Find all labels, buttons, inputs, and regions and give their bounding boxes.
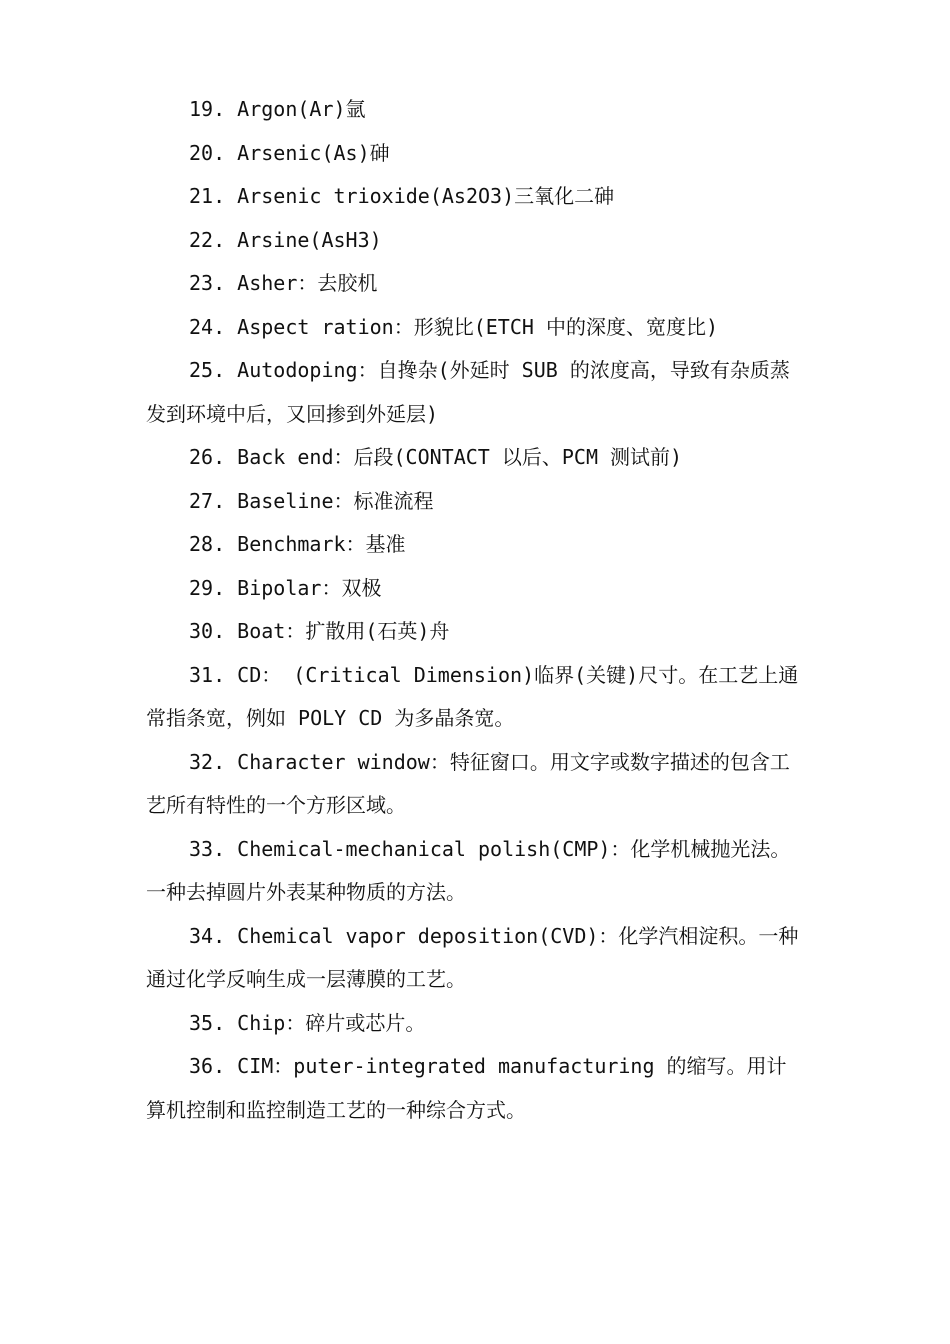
glossary-entry-23: 23. Asher：去胶机 — [189, 271, 378, 295]
glossary-entry-35: 35. Chip：碎片或芯片。 — [189, 1010, 426, 1035]
glossary-entry-20: 20. Arsenic(As)砷 — [189, 140, 390, 165]
glossary-entry-29: 29. Bipolar：双极 — [189, 575, 382, 600]
glossary-entry-31: 31. CD： (Critical Dimension)临界(关键)尺寸。在工艺上通常指条宽，例如 POLY CD 为多晶条宽。 — [146, 662, 799, 730]
glossary-entry-27: 27. Baseline：标准流程 — [189, 488, 434, 513]
glossary-list — [146, 88, 806, 1132]
glossary-entry-28: 28. Benchmark：基准 — [189, 532, 406, 556]
glossary-entry-26: 26. Back end：后段(CONTACT 以后、PCM 测试前) — [189, 445, 683, 469]
glossary-entry-34: 34. Chemical vapor deposition(CVD)：化学汽相淀积。一种通过化学反响生成一层薄膜的工艺。 — [146, 923, 799, 991]
glossary-entry-33: 33. Chemical-mechanical polish(CMP)：化学机械抛光法。一种去掉圆片外表某种物质的方法。 — [146, 836, 791, 904]
glossary-entry-30: 30. Boat：扩散用(石英)舟 — [189, 619, 450, 643]
glossary-entry-24: 24. Aspect ration：形貌比(ETCH 中的深度、宽度比) — [189, 314, 718, 339]
glossary-entry-19: 19. Argon(Ar)氩 — [189, 97, 366, 121]
glossary-entry-25: 25. Autodoping：自搀杂(外延时 SUB 的浓度高，导致有杂质蒸发到环境中后，又回掺到外延层) — [146, 358, 790, 426]
glossary-entry-21: 21. Arsenic trioxide(As2O3)三氧化二砷 — [189, 184, 615, 208]
glossary-entry-36: 36. CIM：puter-integrated manufacturing 的缩写。用计算机控制和监控制造工艺的一种综合方式。 — [146, 1054, 787, 1122]
glossary-entry-22: 22. Arsine(AsH3) — [189, 227, 382, 252]
glossary-entry-32: 32. Character window：特征窗口。用文字或数字描述的包含工艺所有特性的一个方形区域。 — [146, 749, 790, 817]
